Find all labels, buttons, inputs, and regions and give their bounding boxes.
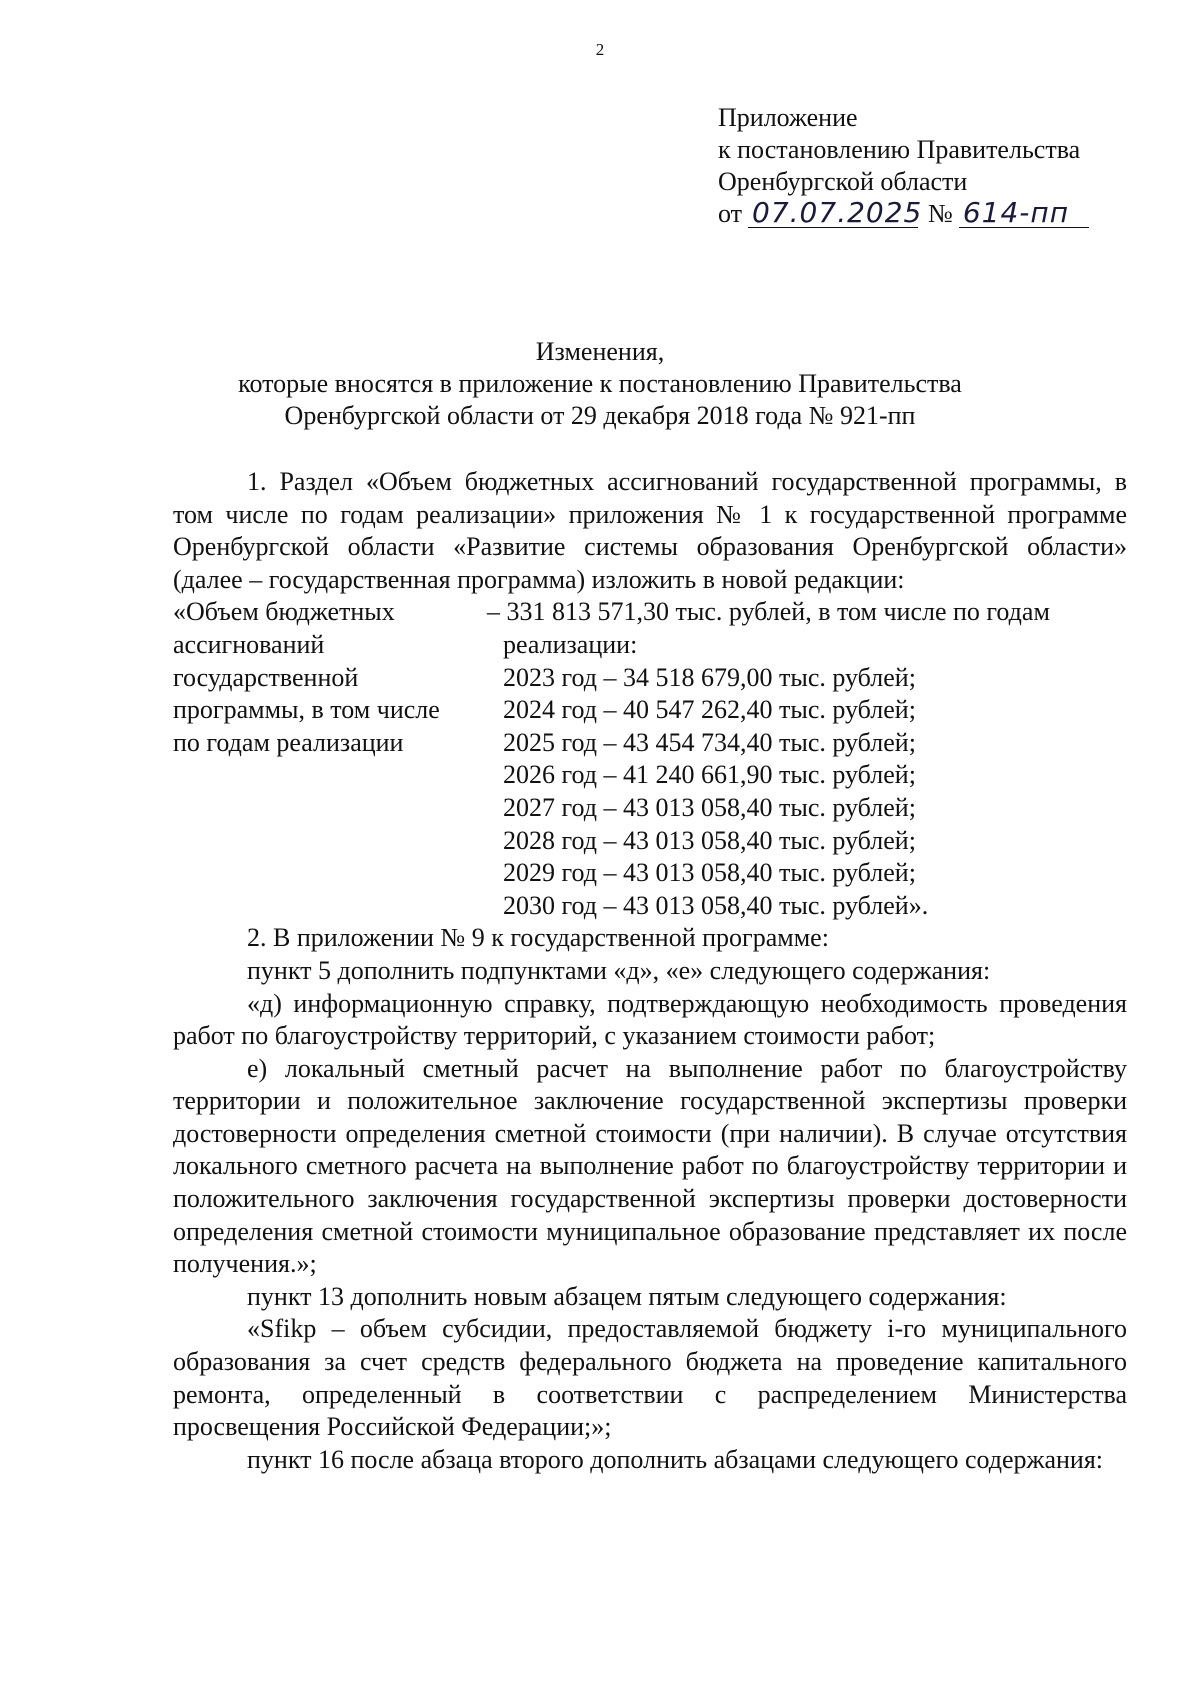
budget-year-row: 2026 год – 41 240 661,90 тыс. рублей;: [503, 760, 916, 790]
paragraph-3: пункт 5 дополнить подпунктами «д», «е» следующего содержания:: [247, 955, 991, 985]
budget-year-row: 2029 год – 43 013 058,40 тыс. рублей;: [503, 858, 916, 888]
budget-total-cont: реализации:: [503, 629, 638, 659]
budget-year-row: 2025 год – 43 454 734,40 тыс. рублей;: [503, 727, 916, 757]
heading-line-3: Оренбургской области от 29 декабря 2018 года № 921-пп: [284, 401, 916, 430]
budget-label-line: «Объем бюджетных: [173, 597, 395, 627]
budget-label-line: по годам реализации: [173, 727, 404, 757]
attachment-line-1: Приложение: [718, 103, 858, 132]
budget-values: [487, 596, 1127, 922]
document-heading: [0, 336, 1200, 432]
paragraph-6: пункт 13 дополнить новым абзацем пятым следующего содержания:: [247, 1281, 1007, 1311]
paragraph-2: 2. В приложении № 9 к государственной программе:: [247, 923, 829, 953]
budget-total: – 331 813 571,30 тыс. рублей, в том числе по годам: [487, 597, 1050, 627]
paragraph-1: 1. Раздел «Объем бюджетных ассигнований государственной программы, в том числе по годам реализации» приложения № 1 к государственной программе Оренбургской области «Развитие системы образования Оренбургской области» (далее – государственная программа) изложить в новой редакции:: [173, 467, 1127, 594]
paragraph-8: пункт 16 после абзаца второго дополнить абзацами следующего содержания:: [247, 1444, 1104, 1474]
handwritten-date: 07.07.2025: [748, 199, 918, 228]
budget-year-row: 2028 год – 43 013 058,40 тыс. рублей;: [503, 825, 916, 855]
paragraph-7: «Sfikp – объем субсидии, предоставляемой бюджету i-го муниципального образования за счет средств федерального бюджета на проведение капитального ремонта, определенный в соответствии с распределением Министерства просвещения Российской Федерации;»;: [173, 1314, 1127, 1442]
attachment-block: [718, 102, 1089, 230]
attachment-line-3: Оренбургской области: [718, 167, 968, 196]
budget-label-line: программы, в том числе: [173, 695, 440, 725]
budget-year-row: 2024 год – 40 547 262,40 тыс. рублей;: [503, 695, 916, 725]
attachment-date-line: [718, 198, 1089, 230]
attachment-line-2: к постановлению Правительства: [718, 135, 1081, 164]
paragraph-4: «д) информационную справку, подтверждающую необходимость проведения работ по благоустройству территорий, с указанием стоимости работ;: [173, 988, 1127, 1051]
document-body: [173, 466, 1127, 1476]
budget-label-line: государственной: [173, 662, 359, 692]
number-prefix: №: [928, 199, 953, 228]
budget-table: [173, 596, 1127, 922]
page-number: 2: [595, 40, 605, 59]
handwritten-number: 614-пп: [959, 199, 1089, 228]
budget-label: [173, 596, 503, 922]
budget-label-line: ассигнований: [173, 629, 325, 659]
date-prefix: от: [718, 199, 743, 228]
heading-title: Изменения,: [535, 337, 665, 366]
budget-year-row: 2027 год – 43 013 058,40 тыс. рублей;: [503, 792, 916, 822]
heading-line-2: которые вносятся в приложение к постановлению Правительства: [238, 369, 962, 398]
paragraph-5: е) локальный сметный расчет на выполнение работ по благоустройству территории и положительное заключение государственной экспертизы проверки достоверности определения сметной стоимости (при наличии). В случае отсутствия локального сметного расчета на выполнение работ по благоустройству территории и положительного заключения государственной экспертизы проверки достоверности определения сметной стоимости муниципальное образование представляет их после получения.»;: [173, 1053, 1127, 1279]
budget-year-row: 2030 год – 43 013 058,40 тыс. рублей».: [503, 890, 929, 920]
budget-year-row: 2023 год – 34 518 679,00 тыс. рублей;: [503, 662, 916, 692]
